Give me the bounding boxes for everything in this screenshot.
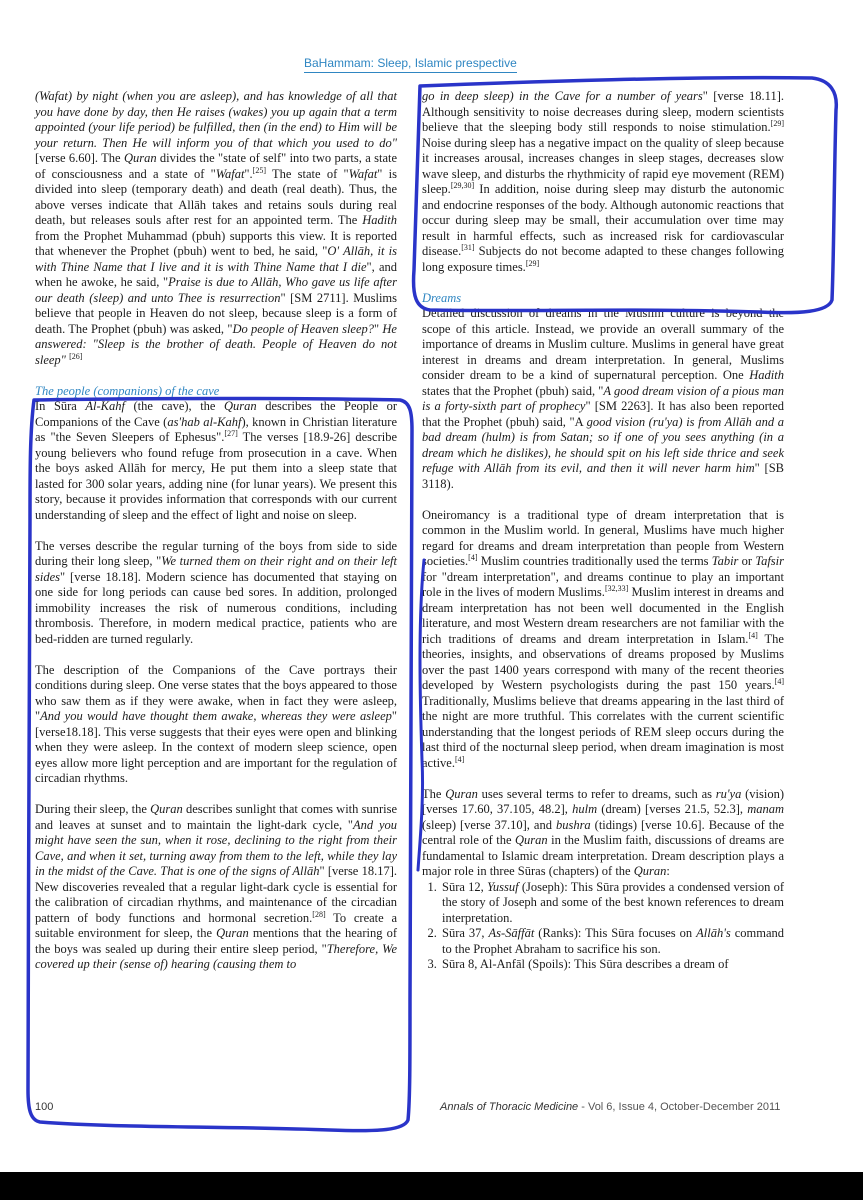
citation: [25] — [252, 165, 266, 175]
citation: [4] — [748, 630, 758, 640]
italic-text: Therefore, We covered up their (sense of) hearing (causing them to — [35, 941, 397, 971]
text-run: or — [738, 554, 756, 568]
text-run: The verses describe the regular turning of the boys from side to side during their long sleep, " — [35, 538, 397, 568]
section-heading-dreams: Dreams — [422, 290, 462, 305]
issue-info: - Vol 6, Issue 4, October-December 2011 — [578, 1101, 781, 1113]
paragraph — [35, 399, 397, 523]
bottom-bar — [0, 1172, 863, 1200]
paragraph — [35, 802, 397, 973]
italic-text: ru'ya — [715, 786, 742, 801]
italic-text: Quran — [633, 864, 667, 878]
text-run: [verse 6.60]. The — [35, 151, 124, 165]
italic-text: And you would have thought them awake, whereas they were asleep — [40, 709, 392, 723]
italic-text: bushra — [555, 817, 591, 832]
citation: [27] — [224, 428, 238, 438]
text-run: " [SM 2263]. It has also been reported that the Prophet (pbuh) said, "A — [422, 399, 785, 429]
italic-text: Quran — [445, 786, 478, 801]
text-run: Traditionally, Muslims believe that dreams appearing in the last third of the night are more truthful. This correlates with the current scientific understanding that the longest periods of REM sleep occurs during the last third of the nocturnal sleep period, when dream imagination is most active. — [422, 693, 784, 770]
text-run: describes sunlight that comes with sunrise and leaves at sunset and to maintain the light-dark cycle, " — [35, 802, 397, 832]
italic-text: Allāh's — [696, 926, 731, 940]
citation: [4] — [468, 552, 478, 562]
text-run: for "dream interpretation", and dreams continue to play an important role in the lives of modern Muslims. — [422, 569, 784, 599]
italic-text: Wafat — [348, 166, 378, 181]
text-run: To create a suitable environment for sleep, the — [35, 910, 397, 940]
italic-text: Hadith — [362, 213, 397, 227]
text-run: in the Muslim faith, discussions of dreams are fundamental to Islamic dream interpretation. Dream description plays a major role in three Sūras (chapters) of the — [422, 833, 784, 878]
italic-text: (Wafat) by night (when you are asleep), and has knowledge of all that you have done by day, then He raises (wakes) you up again that a term appointed (your life period) be fulfilled, then (in the end) to Him will be your return. Then He will inform you of that which you used to do" — [35, 89, 397, 150]
text-run: uses several terms to refer to dreams, such as — [477, 786, 716, 801]
italic-text: Quran — [150, 802, 183, 816]
italic-text: As-Sāffāt — [488, 926, 535, 940]
italic-text: manam — [747, 802, 784, 816]
text-run: " [verse 18.18]. Modern science has documented that staying on one side for long periods can cause bed sores. In addition, prolonged immobility increases the risk of numerous conditions, including thrombosis. Therefore, in modern medical practice, patients who are bed-ridden are turned regularly. — [35, 569, 397, 646]
italic-text: Wafat — [215, 166, 245, 181]
list-item — [440, 926, 784, 957]
citation: [4] — [454, 754, 465, 764]
paragraph — [35, 539, 397, 648]
italic-text: Hadith — [749, 368, 784, 382]
paragraph — [422, 787, 784, 880]
sura-list — [422, 880, 784, 973]
running-title: BaHammam: Sleep, Islamic prespective — [304, 56, 517, 73]
citation: [32,33] — [604, 583, 629, 593]
right-column — [422, 89, 784, 973]
text-run: " [verse 18.17]. New discoveries revealed that a regular light-dark cycle is essential for the calibration of circadian rhythms, and maintenance of the circadian pattern of body functions and hormonal secretion. — [35, 864, 397, 925]
text-run: Oneiromancy is a traditional type of dream interpretation that is common in the Muslim world. In general, Muslims have much higher regard for dreams and dream interpretation than people from Western societies. — [422, 507, 784, 568]
italic-text: good vision (ru'ya) is from Allāh and a bad dream (hulm) is from Satan; so if one of you sees anything (in a dream which he dislikes), he should spit on his left side thrice and seek refuge with Allāh from its evil, and then it will never harm him — [422, 414, 784, 475]
text-run: (Ranks): This Sūra focuses on — [534, 926, 697, 940]
text-run: ), known in Christian literature as "the Seven Sleepers of Ephesus". — [35, 414, 398, 444]
text-run: ", and when he awoke, he said, " — [35, 259, 397, 289]
italic-text: hulm — [572, 802, 598, 816]
text-run: " [SB 3118). — [422, 461, 784, 491]
text-run: The theories, insights, and observations of dreams proposed by Muslims over the past 1400 years correspond with many of the recent theories developed by Western psychologists during the past 150 years. — [422, 631, 784, 692]
text-run: (the cave), the — [124, 399, 224, 413]
text-run: In Sūra — [35, 399, 86, 413]
journal-footer — [440, 1101, 780, 1113]
text-run: (sleep) [verse 37.10], and — [422, 817, 556, 832]
text-run: (Joseph): This Sūra provides a condensed version of the story of Joseph and some of the best known references to dream interpretation. — [442, 879, 784, 925]
text-run: divides the "state of self" into two parts, a state of consciousness and a state of " — [35, 151, 398, 181]
paragraph — [422, 306, 784, 492]
italic-text: Quran — [123, 151, 157, 165]
citation: [29] — [770, 118, 784, 128]
journal-prefix: Annals of — [440, 1101, 489, 1113]
journal-name: Thoracic Medicine — [488, 1101, 579, 1113]
italic-text: as'hab al-Kahf — [167, 414, 242, 429]
italic-text: Quran — [224, 399, 257, 413]
text-run: " [SM 2711]. Muslims believe that people in Heaven do not sleep, because sleep is a form of death. The Prophet (pbuh) was asked, " — [35, 290, 398, 336]
page-number: 100 — [35, 1101, 54, 1113]
paragraph — [422, 508, 784, 772]
italic-text: A good dream vision of a pious man is a forty-sixth part of prophecy — [422, 383, 784, 413]
italic-text: And you might have seen the sun, when it rose, declining to the right from their Cave, and when it set, turning away from them to the left, while they lay in the midst of the Cave. That is one of the signs of Allāh — [35, 817, 397, 878]
italic-text: Tafsir — [755, 554, 784, 568]
italic-text: Quran — [514, 833, 548, 847]
text-run: The — [422, 786, 446, 801]
paragraph — [35, 663, 397, 787]
text-run: (dream) [verses 21.5, 52.3], — [597, 802, 748, 816]
text-run: ". — [244, 166, 253, 181]
paragraph — [35, 89, 397, 368]
citation: [26] — [69, 351, 83, 361]
list-item — [440, 957, 784, 973]
italic-text: Yussuf — [487, 879, 519, 894]
italic-text: Quran — [216, 926, 249, 940]
text-run: " — [374, 321, 383, 336]
text-run: Sūra 12, — [442, 879, 488, 894]
text-run: Noise during sleep has a negative impact on the quality of sleep because it increases arousal, increases changes in sleep stages, decreases slow wave sleep, and disturbs the rhythmicity of rapid eye movement (REM) sleep. — [422, 135, 784, 196]
text-run: During their sleep, the — [35, 802, 151, 816]
list-item — [440, 880, 784, 927]
text-run: " is divided into sleep (temporary death) and death (real death). Thus, the above verses indicate that Allāh takes and retains souls during real death, but releases souls after rest for an appointed term. The — [35, 166, 397, 227]
italic-text: Tabir — [711, 554, 739, 568]
citation: [4] — [774, 676, 784, 686]
italic-text: We turned them on their right and on their left sides — [35, 554, 397, 584]
text-run: Muslim countries traditionally used the terms — [477, 554, 712, 568]
text-run: : — [666, 864, 670, 878]
text-run: In addition, noise during sleep may disturb the autonomic and endocrine responses of the body. Although autonomic reactions that occur during sleep may be small, their accumulation over time may result in harmful effects, such as increased risk for cardiovascular disease. — [422, 182, 784, 258]
italic-text: Al-Kahf — [85, 399, 125, 413]
left-column — [35, 89, 397, 973]
text-run: The description of the Companions of the Cave portrays their conditions during sleep. One verse states that the boys appeared to those who saw them as if they were awake, when in fact they were asleep, " — [35, 662, 397, 723]
text-run: mentions that the hearing of the boys was sealed up during their entire sleep period, " — [35, 926, 397, 956]
text-run: " [verse18.18]. This verse suggests that their eyes were open and blinking when they were asleep. In the context of modern sleep science, open eyes allow more light perception and are important for the regulation of circadian rhythms. — [35, 709, 397, 785]
text-run: (tidings) [verse 10.6]. Because of the central role of the — [422, 817, 784, 847]
citation: [31] — [461, 242, 475, 252]
text-run: from the Prophet Muhammad (pbuh) supports this view. It is reported that whenever the Prophet (pbuh) went to bed, he said, " — [35, 228, 397, 258]
italic-text: Praise is due to Allāh, Who gave us life after our death (sleep) and unto Thee is resurrection — [35, 275, 397, 305]
text-run: Detailed discussion of dreams in the Muslim culture is beyond the scope of this article. Instead, we provide an overall summary of the importance of dreams in Muslim culture. Muslims in general have great interest in dreams and dream interpretation. In general, Muslims consider dream to be a kind of supernatural perception. One — [422, 306, 784, 382]
text-run: command to the Prophet Abraham to sacrifice his son. — [442, 926, 784, 956]
italic-text: O' Allāh, it is with Thine Name that I live and it is with Thine Name that I die — [35, 244, 397, 274]
italic-text: Do people of Heaven sleep? — [232, 321, 375, 336]
text-run: describes the People or Companions of the Cave ( — [35, 399, 397, 429]
text-run: states that the Prophet (pbuh) said, " — [422, 383, 604, 398]
text-run: Sūra 8, Al-Anfāl (Spoils): This Sūra describes a dream of — [442, 957, 729, 971]
citation: [29,30] — [450, 180, 475, 190]
paragraph — [422, 89, 784, 275]
text-run: Sūra 37, — [442, 926, 489, 940]
text-run: " [verse 18.11]. Although sensitivity to noise decreases during sleep, modern scientists believe that the sleeping body still responds to noise stimulation. — [422, 89, 785, 134]
text-run: The state of " — [265, 166, 349, 181]
citation: [29] — [525, 258, 540, 268]
citation: [28] — [312, 909, 326, 919]
section-heading-cave: The people (companions) of the cave — [35, 383, 220, 398]
text-run: Muslim interest in dreams and dream interpretation has not been well documented in the English literature, and most Western dream researchers are not familiar with the rich traditions of dreams and dream interpretation in Islam. — [422, 585, 784, 646]
text-run: (vision) [verses 17.60, 37.105, 48.2], — [422, 786, 784, 816]
text-run: Subjects do not become adapted to these changes following long exposure times. — [422, 244, 784, 274]
text-run: The verses [18.9-26] describe young believers who found refuge from prosecution in a cave. When the boys asked Allāh for mercy, He put them into a sleep state that lasted for 300 solar years, adding nine (for lunar years). We present this story, because it provides information that corresponds with our current understanding of sleep and the effect of light and noise on sleep. — [35, 430, 398, 522]
italic-text: He answered: "Sleep is the brother of death. People of Heaven do not sleep" — [35, 321, 397, 367]
italic-text: go in deep sleep) in the Cave for a number of years — [422, 89, 703, 103]
